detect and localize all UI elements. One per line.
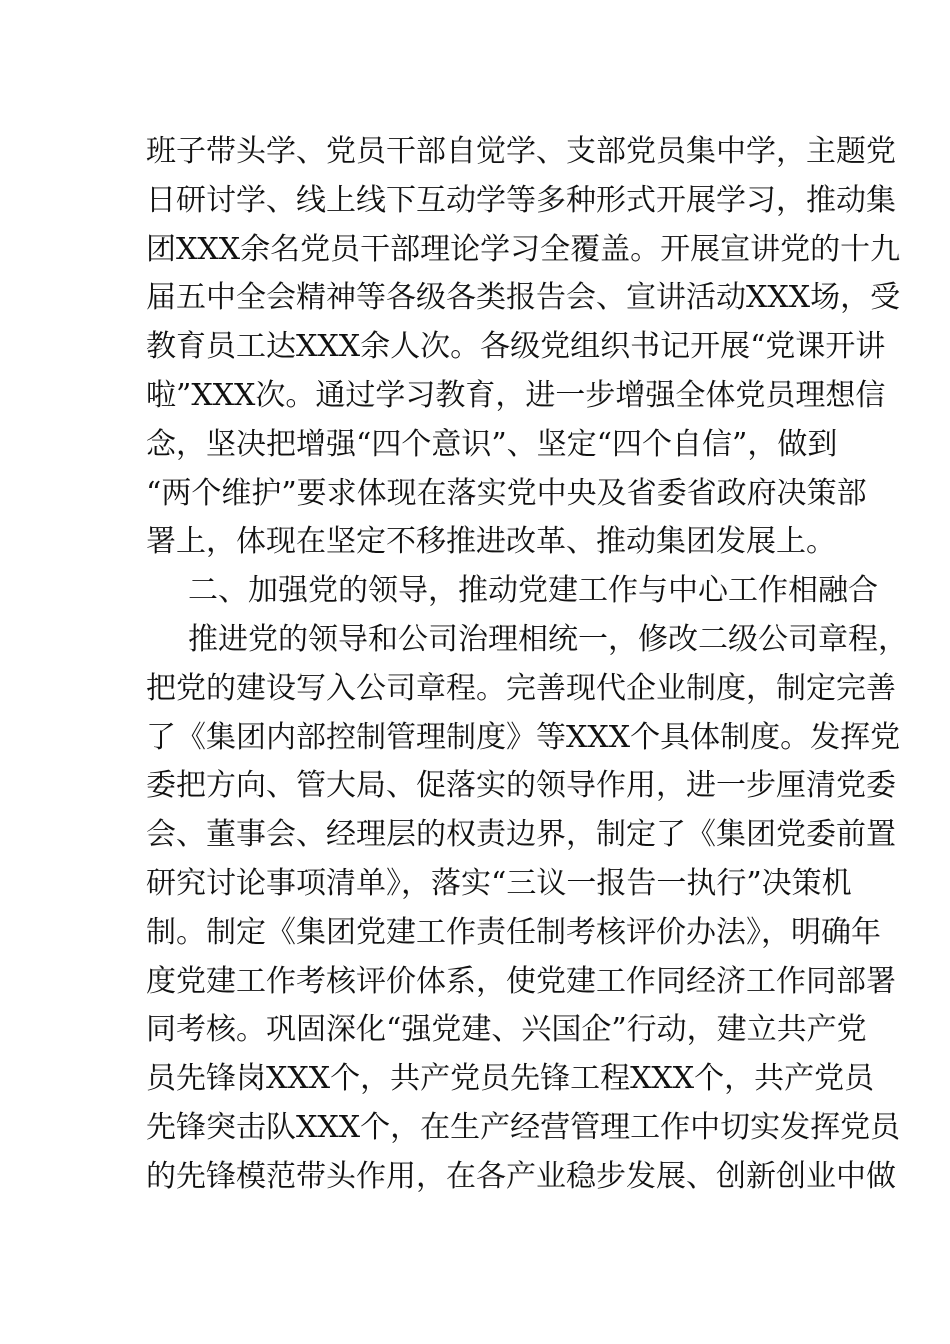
text-line: 度党建工作考核评价体系，使党建工作同经济工作同部署 bbox=[146, 963, 896, 999]
text-line: 把党的建设写入公司章程。完善现代企业制度，制定完善 bbox=[146, 670, 896, 706]
text-line: 先锋突击队XXX个，在生产经营管理工作中切实发挥党员 bbox=[146, 1109, 901, 1145]
text-line: 会、董事会、经理层的权责边界，制定了《集团党委前置 bbox=[146, 817, 896, 853]
paragraph-leadership bbox=[146, 616, 908, 1202]
text-line: 啦”XXX次。通过学习教育，进一步增强全体党员理想信 bbox=[146, 377, 886, 413]
text-line: 制。制定《集团党建工作责任制考核评价办法》，明确年 bbox=[146, 914, 881, 950]
section-heading: 二、加强党的领导，推动党建工作与中心工作相融合 bbox=[188, 573, 878, 609]
text-line: 同考核。巩固深化“强党建、兴国企”行动，建立共产党 bbox=[146, 1012, 867, 1048]
text-line: 届五中全会精神等各级各类报告会、宣讲活动XXX场，受 bbox=[146, 280, 901, 316]
paragraph-study bbox=[146, 128, 901, 567]
text-line: “两个维护”要求体现在落实党中央及省委省政府决策部 bbox=[146, 475, 867, 511]
text-line: 团XXX余名党员干部理论学习全覆盖。开展宣讲党的十九 bbox=[146, 231, 901, 267]
text-line: 了《集团内部控制管理制度》等XXX个具体制度。发挥党 bbox=[146, 719, 901, 755]
text-line: 班子带头学、党员干部自觉学、支部党员集中学，主题党 bbox=[146, 134, 896, 169]
text-line: 员先锋岗XXX个，共产党员先锋工程XXX个，共产党员 bbox=[146, 1061, 875, 1097]
text-line: 署上，体现在坚定不移推进改革、推动集团发展上。 bbox=[146, 524, 836, 560]
text-line: 的先锋模范带头作用，在各产业稳步发展、创新创业中做 bbox=[146, 1158, 896, 1194]
document-body bbox=[146, 128, 908, 1202]
text-line: 研究讨论事项清单》，落实“三议一报告一执行”决策机 bbox=[146, 865, 852, 901]
text-line: 日研讨学、线上线下互动学等多种形式开展学习，推动集 bbox=[146, 182, 896, 218]
text-line: 教育员工达XXX余人次。各级党组织书记开展“党课开讲 bbox=[146, 329, 886, 365]
text-line: 委把方向、管大局、促落实的领导作用，进一步厘清党委 bbox=[146, 768, 896, 804]
text-line: 推进党的领导和公司治理相统一，修改二级公司章程， bbox=[188, 621, 908, 657]
text-line: 念，坚决把增强“四个意识”、坚定“四个自信”，做到 bbox=[146, 426, 838, 462]
